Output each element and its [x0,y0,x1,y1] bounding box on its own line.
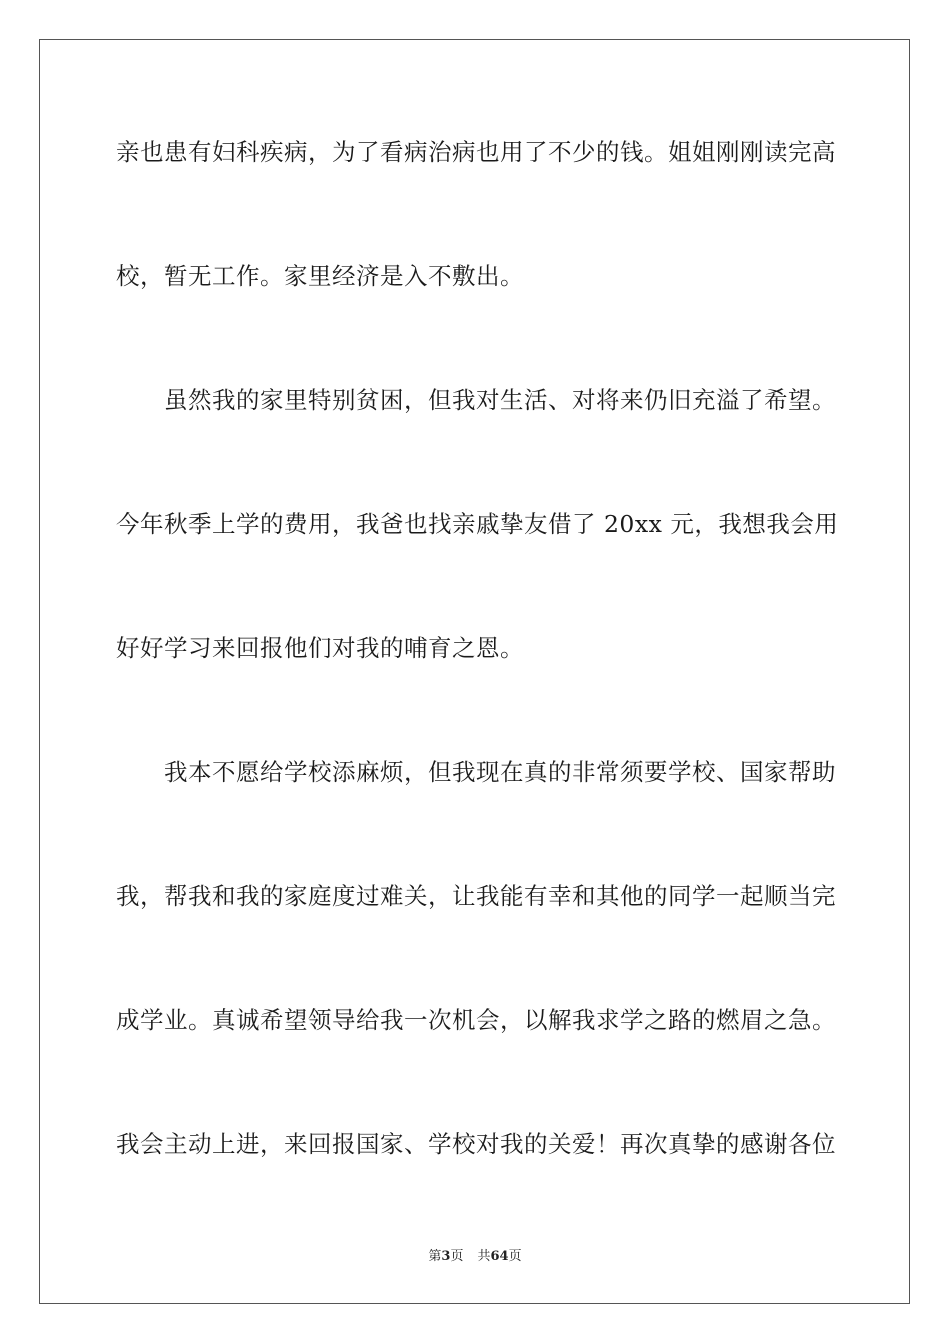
body-text-line-1: 亲也患有妇科疾病，为了看病治病也用了不少的钱。姐姐刚刚读完高 [116,138,836,166]
total-label-suffix: 页 [508,1249,522,1264]
body-text-line-8: 成学业。真诚希望领导给我一次机会，以解我求学之路的燃眉之急。 [116,1006,836,1034]
body-text-line-6: 我本不愿给学校添麻烦，但我现在真的非常须要学校、国家帮助 [116,758,836,786]
page-footer [0,1248,950,1266]
body-text-line-7: 我，帮我和我的家庭度过难关，让我能有幸和其他的同学一起顺当完 [116,882,836,910]
body-text-line-9: 我会主动上进，来回报国家、学校对我的关爱！再次真挚的感谢各位 [116,1130,836,1158]
total-pages-number: 64 [490,1249,509,1264]
page-label-prefix: 第 [428,1249,442,1264]
page-label-suffix: 页 [450,1249,464,1264]
body-text-line-4: 今年秋季上学的费用，我爸也找亲戚挚友借了 20xx 元，我想我会用 [116,510,839,538]
page-border [39,39,910,1304]
total-label-prefix: 共 [477,1249,491,1264]
body-text-line-5: 好好学习来回报他们对我的哺育之恩。 [116,634,524,662]
current-page-number: 3 [441,1249,451,1264]
body-text-line-3: 虽然我的家里特别贫困，但我对生活、对将来仍旧充溢了希望。 [116,386,836,414]
body-text-line-2: 校，暂无工作。家里经济是入不敷出。 [116,262,524,290]
